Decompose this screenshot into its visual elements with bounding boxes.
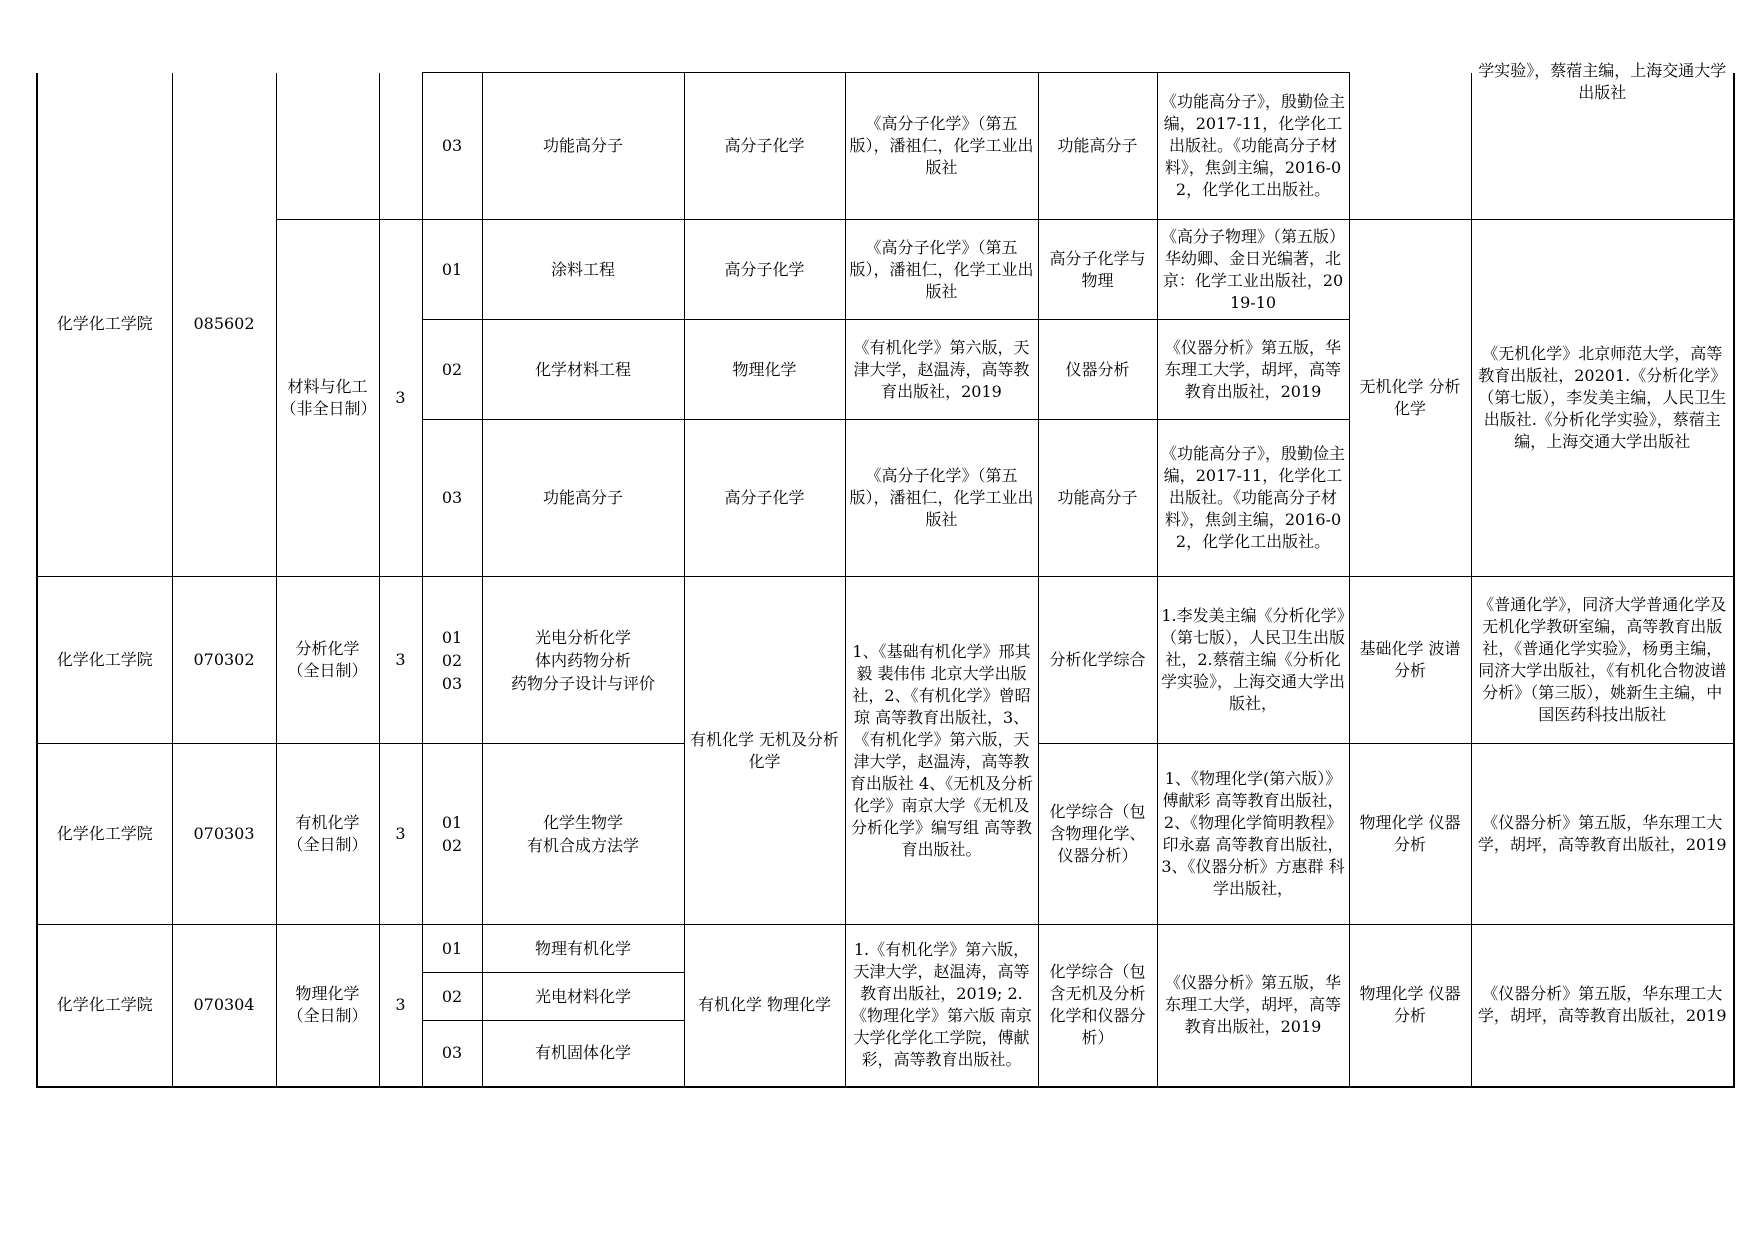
addon-ref-cell: 《无机化学》北京师范大学，高等教育出版社，20201.《分析化学》（第七版），李发美主编，人民卫生出版社.《分析化学实验》，蔡蓿主编，上海交通大学出版社 (1471, 220, 1734, 577)
count-cell: 3 (379, 744, 422, 925)
exam4-ref-cell: 1.李发美主编《分析化学》（第七版），人民卫生出版社，2.蔡蓿主编《分析化学实验》，上海交通大学出版社， (1157, 577, 1349, 744)
exam3-cell: 高分子化学 (684, 220, 845, 320)
direction-code-cell: 03 (422, 1021, 482, 1087)
addon-ref-cell: 《仪器分析》第五版，华东理工大学，胡坪，高等教育出版社，2019 (1471, 744, 1734, 925)
direction-name-cell: 有机固体化学 (482, 1021, 684, 1087)
addon-ref-cell: 《仪器分析》第五版，华东理工大学，胡坪，高等教育出版社，2019 (1471, 925, 1734, 1087)
count-cell (379, 73, 422, 220)
college-cell: 化学化工学院 (37, 577, 172, 744)
major-cell (276, 73, 379, 220)
exam4-ref-cell: 1、《物理化学(第六版）》傅献彩 高等教育出版社，2、《物理化学简明教程》印永嘉 高等教育出版社，3、《仪器分析》方惠群 科学出版社， (1157, 744, 1349, 925)
exam3-ref-cell: 《高分子化学》（第五版），潘祖仁，化学工业出版社 (845, 73, 1038, 220)
exam4-ref-cell: 《功能高分子》，殷勤俭主编，2017-11，化学化工出版社。《功能高分子材料》，焦剑主编，2016-02，化学化工出版社。 (1157, 420, 1349, 577)
exam3-ref-cell: 《有机化学》第六版，天津大学，赵温涛，高等教育出版社，2019 (845, 320, 1038, 420)
addon-ref-cell: 《普通化学》，同济大学普通化学及无机化学教研室编，高等教育出版社，《普通化学实验》，杨勇主编，同济大学出版社，《有机化合物波谱分析》（第三版），姚新生主编，中国医药科技出版社 (1471, 577, 1734, 744)
direction-code-cell: 01 02 03 (422, 577, 482, 744)
major-cell: 材料与化工（非全日制） (276, 220, 379, 577)
college-cell: 化学化工学院 (37, 73, 172, 577)
exam4-cell: 仪器分析 (1038, 320, 1157, 420)
exam4-cell: 化学综合（包含物理化学、仪器分析） (1038, 744, 1157, 925)
exam3-cell: 有机化学 物理化学 (684, 925, 845, 1087)
direction-code-cell: 02 (422, 973, 482, 1021)
table-row (37, 577, 1734, 744)
major-cell: 物理化学（全日制） (276, 925, 379, 1087)
admission-catalog-table-page (36, 60, 1733, 1088)
exam4-ref-cell: 《功能高分子》，殷勤俭主编，2017-11，化学化工出版社。《功能高分子材料》，焦剑主编，2016-02，化学化工出版社。 (1157, 73, 1349, 220)
major-cell: 有机化学（全日制） (276, 744, 379, 925)
direction-name-cell: 化学材料工程 (482, 320, 684, 420)
major-code-cell: 070303 (172, 744, 276, 925)
direction-name-cell: 涂料工程 (482, 220, 684, 320)
count-cell: 3 (379, 577, 422, 744)
count-cell: 3 (379, 220, 422, 577)
exam4-cell: 高分子化学与物理 (1038, 220, 1157, 320)
exam3-cell: 有机化学 无机及分析化学 (684, 577, 845, 925)
addon-exam-cell: 物理化学 仪器分析 (1349, 744, 1471, 925)
count-cell: 3 (379, 925, 422, 1087)
exam3-cell: 物理化学 (684, 320, 845, 420)
major-code-cell: 070304 (172, 925, 276, 1087)
addon-exam-cell (1349, 73, 1471, 220)
major-code-cell: 085602 (172, 73, 276, 577)
direction-code-cell: 01 02 (422, 744, 482, 925)
table-row (37, 73, 1734, 220)
exam4-ref-cell: 《仪器分析》第五版，华东理工大学，胡坪，高等教育出版社，2019 (1157, 320, 1349, 420)
table-row (37, 925, 1734, 973)
direction-name-cell: 功能高分子 (482, 420, 684, 577)
exam4-ref-cell: 《高分子物理》（第五版）华幼卿、金日光编著，北京：化学工业出版社，2019-10 (1157, 220, 1349, 320)
direction-code-cell: 03 (422, 420, 482, 577)
direction-code-cell: 03 (422, 73, 482, 220)
exam3-ref-cell: 《高分子化学》（第五版），潘祖仁，化学工业出版社 (845, 420, 1038, 577)
direction-name-cell: 光电分析化学 体内药物分析 药物分子设计与评价 (482, 577, 684, 744)
exam3-ref-cell: 《高分子化学》（第五版），潘祖仁，化学工业出版社 (845, 220, 1038, 320)
table-row (37, 220, 1734, 320)
major-code-cell: 070302 (172, 577, 276, 744)
college-cell: 化学化工学院 (37, 925, 172, 1087)
direction-name-cell: 物理有机化学 (482, 925, 684, 973)
college-cell: 化学化工学院 (37, 744, 172, 925)
addon-ref-cell: 学实验》，蔡蓿主编，上海交通大学出版社 (1471, 73, 1734, 220)
direction-name-cell: 光电材料化学 (482, 973, 684, 1021)
exam3-ref-cell: 1、《基础有机化学》邢其毅 裴伟伟 北京大学出版社，2、《有机化学》曾昭琼 高等教育出版社，3、《有机化学》第六版，天津大学，赵温涛，高等教育出版社 4、《无机及分析化学》南京大学《无机及分析化学》编写组 高等教育出版社。 (845, 577, 1038, 925)
exam3-cell: 高分子化学 (684, 73, 845, 220)
exam4-cell: 功能高分子 (1038, 420, 1157, 577)
direction-code-cell: 02 (422, 320, 482, 420)
addon-exam-cell: 无机化学 分析化学 (1349, 220, 1471, 577)
direction-name-cell: 功能高分子 (482, 73, 684, 220)
direction-code-cell: 01 (422, 925, 482, 973)
exam4-ref-cell: 《仪器分析》第五版，华东理工大学，胡坪，高等教育出版社，2019 (1157, 925, 1349, 1087)
exam4-cell: 化学综合（包含无机及分析化学和仪器分析） (1038, 925, 1157, 1087)
catalog-table (36, 60, 1735, 1088)
exam4-cell: 分析化学综合 (1038, 577, 1157, 744)
exam3-ref-cell: 1.《有机化学》第六版，天津大学，赵温涛，高等教育出版社，2019; 2.《物理化学》第六版 南京大学化学化工学院，傅献彩，高等教育出版社。 (845, 925, 1038, 1087)
exam4-cell: 功能高分子 (1038, 73, 1157, 220)
exam3-cell: 高分子化学 (684, 420, 845, 577)
direction-code-cell: 01 (422, 220, 482, 320)
major-cell: 分析化学（全日制） (276, 577, 379, 744)
addon-exam-cell: 基础化学 波谱分析 (1349, 577, 1471, 744)
addon-exam-cell: 物理化学 仪器分析 (1349, 925, 1471, 1087)
direction-name-cell: 化学生物学 有机合成方法学 (482, 744, 684, 925)
